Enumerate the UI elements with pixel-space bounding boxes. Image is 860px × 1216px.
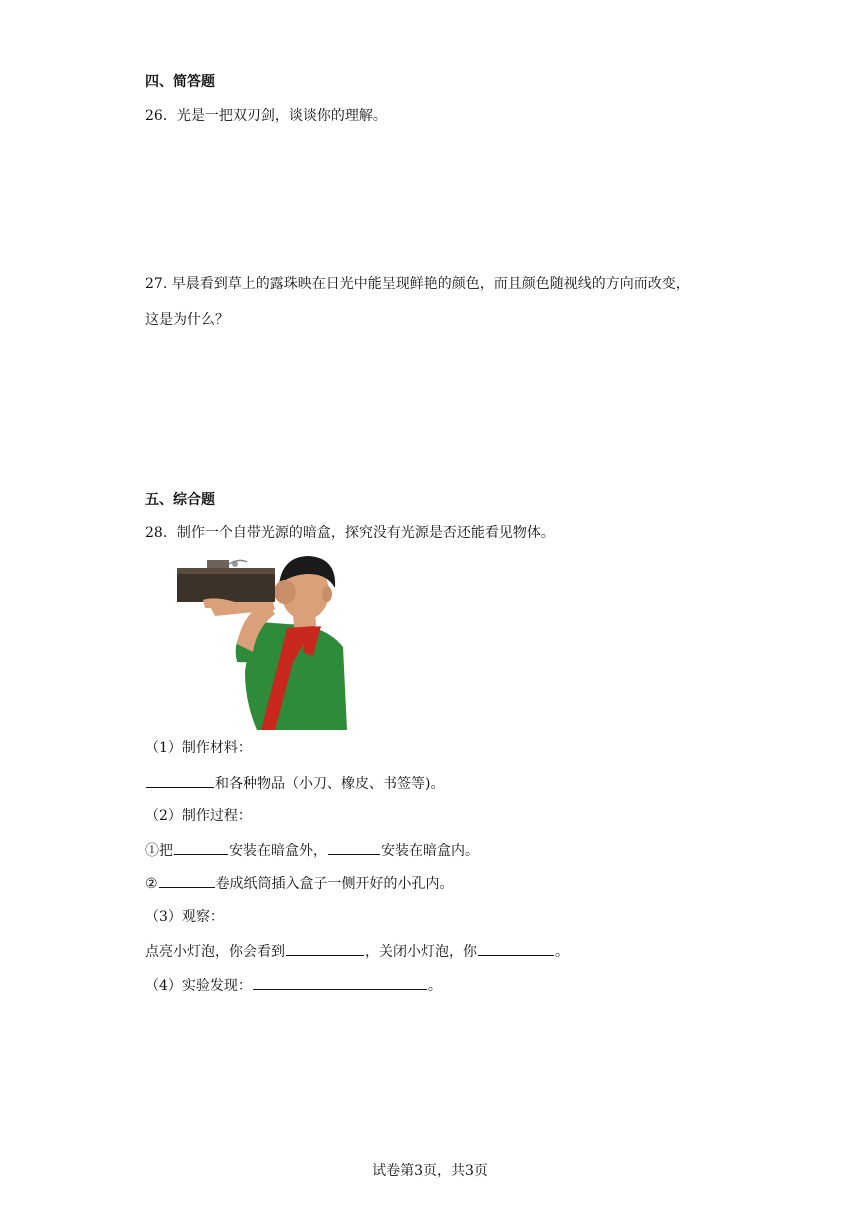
- step-2-prefix: ②: [145, 876, 158, 892]
- section-heading-comprehensive: 五、综合题: [145, 492, 215, 508]
- part-4-line: [145, 975, 442, 996]
- answer-blank-materials[interactable]: [146, 773, 214, 788]
- answer-blank-step1-b[interactable]: [328, 840, 380, 855]
- part-1-materials-text: 和各种物品（小刀、橡皮、书签等)。: [215, 776, 445, 792]
- section-heading-short-answer: 四、简答题: [145, 74, 215, 90]
- part-4-label: （4）实验发现：: [145, 978, 252, 994]
- question-27-line-1: 27. 早晨看到草上的露珠映在日光中能呈现鲜艳的颜色，而且颜色随视线的方向而改变，: [145, 276, 690, 292]
- answer-blank-step2[interactable]: [159, 873, 215, 888]
- answer-blank-obs-off[interactable]: [478, 941, 554, 956]
- answer-blank-finding[interactable]: [253, 975, 427, 990]
- boy-with-dark-box-illustration: [175, 552, 355, 730]
- step-1-line: [145, 840, 479, 861]
- observation-prefix: 点亮小灯泡，你会看到: [145, 944, 285, 960]
- question-27-line-2: 这是为什么？: [145, 312, 229, 328]
- step-1-mid: 安装在暗盒外，: [229, 843, 327, 859]
- step-1-end: 安装在暗盒内。: [381, 843, 479, 859]
- boy-with-dark-box-image: [175, 552, 355, 730]
- part-3-label: （3）观察：: [145, 909, 224, 925]
- page-footer: 试卷第3页，共3页: [372, 1163, 488, 1179]
- observation-line: [145, 941, 569, 962]
- question-28: 28．制作一个自带光源的暗盒，探究没有光源是否还能看见物体。: [145, 525, 555, 541]
- part-4-end: 。: [427, 978, 442, 994]
- part-1-materials-line: [145, 773, 444, 794]
- step-2-end: 卷成纸筒插入盒子一侧开好的小孔内。: [215, 876, 454, 892]
- part-2-label: （2）制作过程：: [145, 808, 252, 824]
- step-1-prefix: ①把: [145, 843, 173, 859]
- answer-blank-step1-a[interactable]: [174, 840, 228, 855]
- answer-blank-obs-on[interactable]: [286, 941, 364, 956]
- part-1-label: （1）制作材料：: [145, 740, 252, 756]
- step-2-line: [145, 873, 454, 894]
- observation-mid: ，关闭小灯泡，你: [365, 944, 477, 960]
- observation-end: 。: [555, 944, 569, 960]
- question-26: 26．光是一把双刃剑，谈谈你的理解。: [145, 108, 387, 124]
